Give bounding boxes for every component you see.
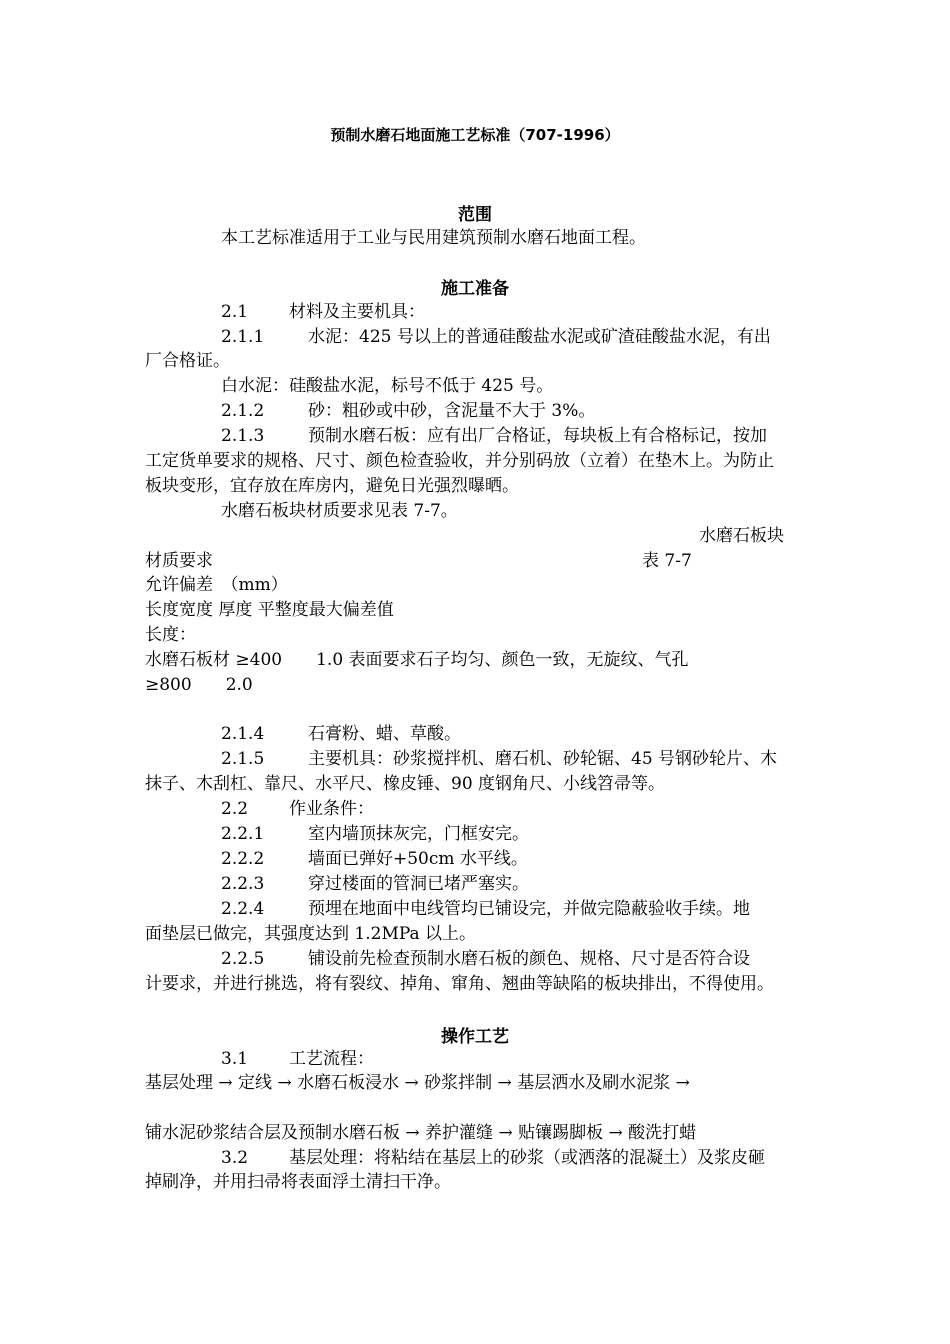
table-number: 表 7-7 (642, 551, 692, 571)
clause-text: 作业条件： (289, 799, 374, 819)
paragraph-3-2 (221, 1146, 765, 1171)
section-heading-preparation: 施工准备 (441, 279, 509, 299)
clause-number: 2.1 (221, 302, 249, 322)
clause-text: 室内墙顶抹灰完，门框安完。 (308, 824, 529, 844)
table-row: ≥800 2.0 (145, 675, 253, 695)
clause-number: 2.2.3 (221, 874, 265, 894)
process-flow-line-1: 基层处理 → 定线 → 水磨石板浸水 → 砂浆拌制 → 基层洒水及刷水泥浆 → (145, 1073, 690, 1093)
paragraph-3-1 (221, 1047, 374, 1072)
paragraph-2-1-2 (221, 399, 595, 424)
paragraph-2-1-3-cont-2: 板块变形，宜存放在库房内，避免日光强烈曝晒。 (145, 476, 519, 496)
clause-text: 预埋在地面中电线管均已铺设完，并做完隐蔽验收手续。地 (308, 899, 750, 919)
clause-text: 水泥：425 号以上的普通硅酸盐水泥或矿渣硅酸盐水泥，有出 (308, 327, 771, 347)
clause-number: 2.2.2 (221, 849, 265, 869)
clause-text: 砂：粗砂或中砂，含泥量不大于 3%。 (308, 401, 596, 421)
clause-text: 预制水磨石板：应有出厂合格证，每块板上有合格标记，按加 (308, 426, 767, 446)
paragraph-2-2-1 (221, 822, 529, 847)
process-flow-line-2: 铺水泥砂浆结合层及预制水磨石板 → 养护灌缝 → 贴镶踢脚板 → 酸洗打蜡 (145, 1123, 697, 1143)
clause-number: 2.1.4 (221, 724, 265, 744)
table-row: 长度宽度 厚度 平整度最大偏差值 (145, 600, 394, 620)
clause-text: 穿过楼面的管洞已堵严塞实。 (308, 874, 529, 894)
paragraph-2-1-1 (221, 325, 771, 350)
clause-number: 2.1.3 (221, 426, 265, 446)
paragraph-2-2-2 (221, 847, 528, 872)
section-heading-operation: 操作工艺 (441, 1027, 509, 1047)
clause-text: 材料及主要机具： (289, 302, 425, 322)
paragraph-2-2-5-cont: 计要求，并进行挑选，将有裂纹、掉角、窜角、翘曲等缺陷的板块排出，不得使用。 (145, 974, 774, 994)
clause-number: 2.2 (221, 799, 249, 819)
table-reference: 水磨石板块材质要求见表 7-7。 (221, 501, 458, 521)
clause-text: 工艺流程： (289, 1049, 374, 1069)
clause-number: 2.1.2 (221, 401, 265, 421)
scope-text: 本工艺标准适用于工业与民用建筑预制水磨石地面工程。 (221, 228, 646, 248)
clause-text: 主要机具：砂浆搅拌机、磨石机、砂轮锯、45 号钢砂轮片、木 (308, 749, 778, 769)
paragraph-2-1-3 (221, 424, 767, 449)
table-caption-right: 水磨石板块 (699, 526, 784, 546)
clause-number: 2.1.1 (221, 327, 265, 347)
paragraph-2-1-1-cont: 厂合格证。 (145, 351, 230, 371)
paragraph-3-2-cont: 掉刷净，并用扫帚将表面浮土清扫干净。 (145, 1172, 451, 1192)
table-row: 允许偏差 （mm） (145, 575, 288, 595)
document-title: 预制水磨石地面施工艺标准（707-1996） (330, 126, 620, 144)
table-row: 水磨石板材 ≥400 1.0 表面要求石子均匀、颜色一致，无旋纹、气孔 (145, 650, 689, 670)
section-heading-scope: 范围 (458, 205, 492, 225)
clause-text: 铺设前先检查预制水磨石板的颜色、规格、尺寸是否符合设 (308, 949, 750, 969)
clause-number: 2.2.1 (221, 824, 265, 844)
paragraph-2-2-4 (221, 897, 750, 922)
clause-number: 2.1.5 (221, 749, 265, 769)
white-cement-text: 白水泥：硅酸盐水泥，标号不低于 425 号。 (221, 376, 554, 396)
paragraph-2-2-5 (221, 947, 750, 972)
paragraph-2-1-4 (221, 722, 461, 747)
paragraph-2-1-5-cont: 抹子、木刮杠、靠尺、水平尺、橡皮锤、90 度钢角尺、小线笤帚等。 (145, 774, 666, 794)
paragraph-2-1 (221, 300, 425, 325)
clause-number: 2.2.5 (221, 949, 265, 969)
paragraph-2-1-3-cont-1: 工定货单要求的规格、尺寸、颜色检查验收，并分别码放（立着）在垫木上。为防止 (145, 451, 774, 471)
table-caption-left: 材质要求 (145, 551, 213, 571)
clause-number: 3.2 (221, 1148, 249, 1168)
paragraph-2-2 (221, 797, 374, 822)
paragraph-2-1-5 (221, 747, 777, 772)
clause-number: 2.2.4 (221, 899, 265, 919)
paragraph-2-2-3 (221, 872, 529, 897)
clause-text: 墙面已弹好+50cm 水平线。 (308, 849, 528, 869)
clause-text: 基层处理：将粘结在基层上的砂浆（或洒落的混凝土）及浆皮砸 (289, 1148, 765, 1168)
clause-number: 3.1 (221, 1049, 249, 1069)
paragraph-2-2-4-cont: 面垫层已做完，其强度达到 1.2MPa 以上。 (145, 924, 477, 944)
clause-text: 石膏粉、蜡、草酸。 (308, 724, 461, 744)
table-row: 长度： (145, 625, 196, 645)
